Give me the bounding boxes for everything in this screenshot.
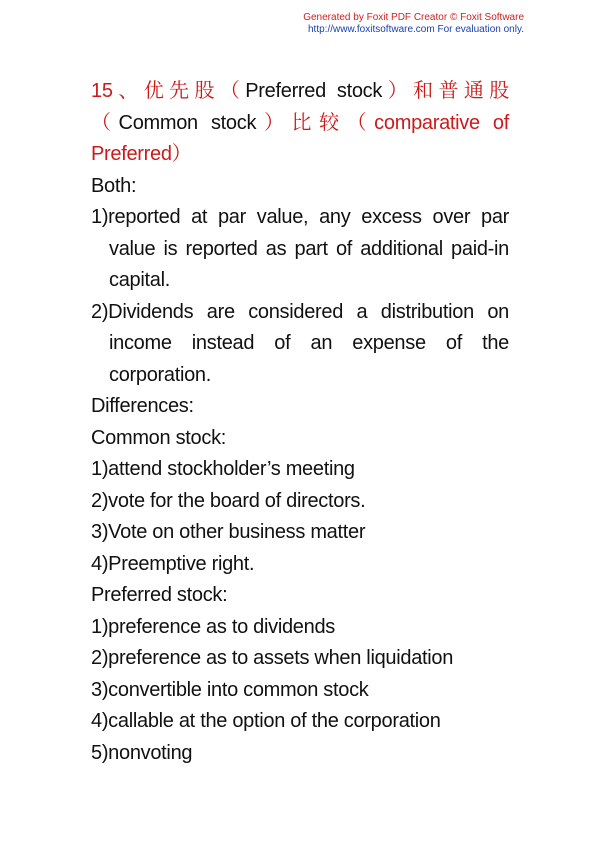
preferred-item-5: 5)nonvoting [91,741,193,764]
heading-part-1: 15、优先股（ [91,80,246,102]
common-item-3: 3)Vote on other business matter [91,521,366,543]
section-heading [91,76,509,171]
heading-part-2: Preferred stock [245,80,383,102]
preferred-item-4: 4)callable at the option of the corporation [91,710,441,732]
common-stock-label: Common stock: [91,426,227,449]
both-item-2: 2)Dividends are considered a distribution on income instead of an expense of the corporation. [91,300,509,386]
preferred-item-2: 2)preference as to assets when liquidation [91,647,454,669]
heading-part-3: ）和普通股（ [91,80,509,134]
watermark-line-1: Generated by Foxit PDF Creator © Foxit Software [303,12,524,23]
preferred-stock-label: Preferred stock: [91,584,228,606]
preferred-item-1: 1)preference as to dividends [91,615,335,638]
common-item-2: 2)vote for the board of directors. [91,489,366,512]
heading-part-5: ）比较（comparative of Preferred） [91,111,509,165]
differences-label: Differences: [91,395,194,417]
heading-part-4: Common stock [118,111,257,134]
foxit-watermark [303,12,524,36]
watermark-line-2: http://www.foxitsoftware.com For evaluation only. [307,24,524,35]
document-body [91,76,509,769]
both-item-1: 1)reported at par value, any excess over par value is reported as part of additional paid-in capital. [91,206,509,291]
common-item-4: 4)Preemptive right. [91,552,255,575]
preferred-item-3: 3)convertible into common stock [91,678,369,701]
common-item-1: 1)attend stockholder’s meeting [91,458,355,480]
both-label: Both: [91,174,137,197]
